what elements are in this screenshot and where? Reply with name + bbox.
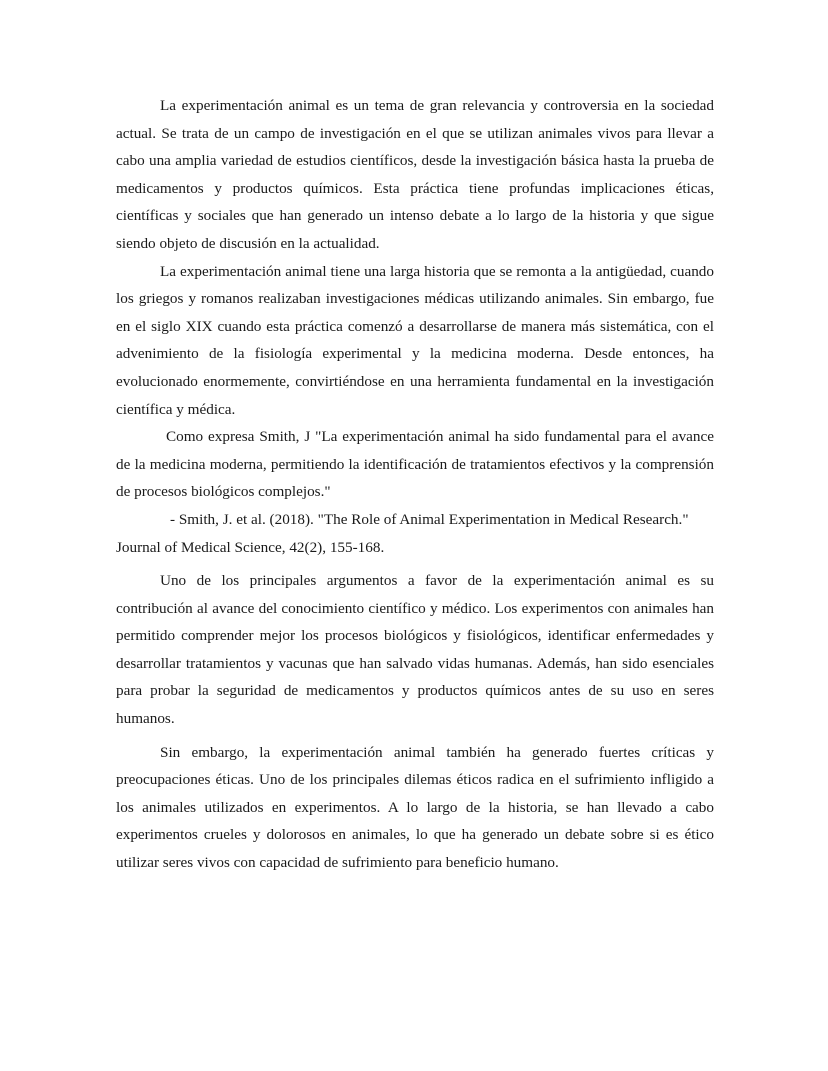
paragraph-history: La experimentación animal tiene una larga historia que se remonta a la antigüedad, cuando los griegos y romanos realizaban investigaciones médicas utilizando animales. Sin embargo, fue en el siglo XIX cuando esta práctica comenzó a desarrollarse de manera más sistemática, con el advenimiento de la fisiología experimental y la medicina moderna. Desde entonces, ha evolucionado enormemente, convirtiéndose en una herramienta fundamental en la investigación científica y médica. bbox=[116, 262, 714, 418]
document-body bbox=[116, 92, 714, 877]
paragraph-arguments-for: Uno de los principales argumentos a favor de la experimentación animal es su contribución al avance del conocimiento científico y médico. Los experimentos con animales han permitido comprender mejor los procesos biológicos y fisiológicos, identificar enfermedades y desarrollar tratamientos y vacunas que han salvado vidas humanas. Además, han sido esenciales para probar la seguridad de medicamentos y productos químicos antes de su uso en seres humanos. bbox=[116, 572, 714, 728]
paragraph-citation: - Smith, J. et al. (2018). "The Role of Animal Experimentation in Medical Research." Journal of Medical Science, 42(2), 155-168. bbox=[116, 510, 689, 556]
paragraph-intro: La experimentación animal es un tema de gran relevancia y controversia en la sociedad actual. Se trata de un campo de investigación en el que se utilizan animales vivos para llevar a cabo una amplia variedad de estudios científicos, desde la investigación básica hasta la prueba de medicamentos y productos químicos. Esta práctica tiene profundas implicaciones éticas, científicas y sociales que han generado un intenso debate a lo largo de la historia y que sigue siendo objeto de discusión en la actualidad. bbox=[116, 97, 714, 252]
paragraph-ethical-concerns: Sin embargo, la experimentación animal también ha generado fuertes críticas y preocupaciones éticas. Uno de los principales dilemas éticos radica en el sufrimiento infligido a los animales utilizados en experimentos. A lo largo de la historia, se han llevado a cabo experimentos crueles y dolorosos en animales, lo que ha generado un debate sobre si es ético utilizar seres vivos con capacidad de sufrimiento para beneficio humano. bbox=[116, 743, 714, 872]
paragraph-quote: Como expresa Smith, J "La experimentación animal ha sido fundamental para el avance de la medicina moderna, permitiendo la identificación de tratamientos efectivos y la comprensión de procesos biológicos complejos." bbox=[116, 428, 714, 501]
